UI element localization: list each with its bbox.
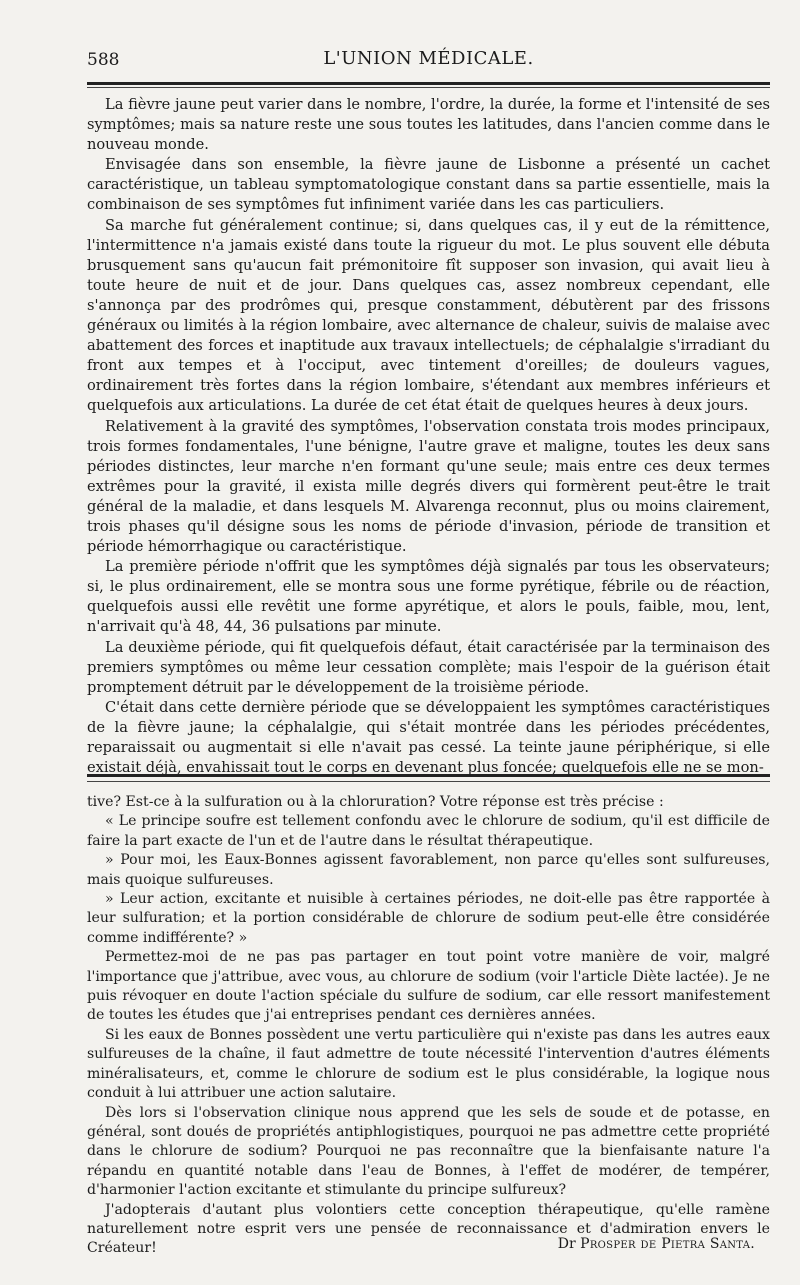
- page-header: [87, 44, 770, 80]
- paragraph: La première période n'offrit que les symptômes déjà signalés par tous les observateurs; si, le plus ordinairement, elle se montra sous une forme pyrétique, fébrile ou de réaction, quelquefois aussi elle revêtit une forme apyrétique, et alors le pouls, faible, mou, lent, n'arrivait qu'à 48, 44, 36 pulsations par minute.: [87, 558, 770, 636]
- signature-name: Prosper de Pietra Santa.: [580, 1236, 755, 1252]
- paragraph: « Le principe soufre est tellement confondu avec le chlorure de sodium, qu'il est difficile de faire la part exacte de l'un et de l'autre dans le résultat thérapeutique.: [87, 813, 770, 849]
- feuilleton-text: [87, 793, 770, 1259]
- paragraph: Permettez-moi de ne pas pas partager en tout point votre manière de voir, malgré l'importance que j'attribue, avec vous, au chlorure de sodium (voir l'article Diète lactée). Je ne puis révoquer en doute l'action spéciale du sulfure de sodium, car elle ressort manifestement de toutes les études que j'ai entreprises pendant ces dernières années.: [87, 949, 770, 1024]
- paragraph: » Leur action, excitante et nuisible à certaines périodes, ne doit-elle pas être rapportée à leur sulfuration; et la portion considérable de chlorure de sodium peut-elle être considérée comme indifférente? »: [87, 891, 770, 946]
- header-rule-thin: [87, 87, 770, 88]
- page-number: 588: [87, 50, 120, 70]
- paragraph: Envisagée dans son ensemble, la fièvre jaune de Lisbonne a présenté un cachet caractéristique, un tableau symptomatologique constant dans sa partie essentielle, mais la combinaison de ses symptômes fut infiniment variée dans les cas particuliers.: [87, 156, 770, 214]
- paragraph: » Pour moi, les Eaux-Bonnes agissent favorablement, non parce qu'elles sont sulfureuses, mais quoique sulfureuses.: [87, 852, 770, 888]
- paragraph: La fièvre jaune peut varier dans le nombre, l'ordre, la durée, la forme et l'intensité de ses symptômes; mais sa nature reste une sous toutes les latitudes, dans l'ancien comme dans le nouveau monde.: [87, 96, 770, 154]
- running-title: L'UNION MÉDICALE.: [323, 48, 534, 69]
- author-signature: [558, 1236, 755, 1252]
- signature-title: Dr: [557, 1236, 576, 1252]
- paragraph: Sa marche fut généralement continue; si, dans quelques cas, il y eut de la rémittence, l'intermittence n'a jamais existé dans toute la rigueur du mot. Le plus souvent elle débuta brusquement sans qu'aucun fait prémonitoire fît supposer son invasion, qui avait lieu à toute heure de nuit et de jour. Dans quelques cas, assez nombreux cependant, elle s'annonça par des prodrômes qui, presque constamment, débutèrent par des frissons généraux ou limités à la région lombaire, avec alternance de chaleur, suivis de malaise avec abattement des forces et inaptitude aux travaux intellectuels; de céphalalgie s'irradiant du front aux tempes et à l'occiput, avec tintement d'oreilles; de douleurs vagues, ordinairement très fortes dans la région lombaire, s'étendant aux membres inférieurs et quelquefois aux articulations. La durée de cet état était de quelques heures à deux jours.: [87, 216, 770, 415]
- paragraph: tive? Est-ce à la sulfuration ou à la chloruration? Votre réponse est très précise :: [87, 794, 664, 810]
- paragraph: J'adopterais d'autant plus volontiers cette conception thérapeutique, qu'elle ramène naturellement notre esprit vers une pensée de reconnaissance et d'admiration envers le Créateur!: [87, 1201, 770, 1257]
- paragraph: Dès lors si l'observation clinique nous apprend que les sels de soude et de potasse, en général, sont doués de propriétés antiphlogistiques, pourquoi ne pas admettre cette propriété dans le chlorure de sodium? Pourquoi ne pas reconnaître que la bienfaisante nature l'a répandu en quantité notable dans l'eau de Bonnes, à l'effet de modérer, de tempérer, d'harmonier l'action excitante et stimulante du principe sulfureux?: [87, 1104, 770, 1199]
- section-divider: [87, 774, 770, 777]
- paragraph: Relativement à la gravité des symptômes, l'observation constata trois modes principaux, trois formes fondamentales, l'une bénigne, l'autre grave et maligne, toutes les deux sans périodes distinctes, leur marche n'en formant qu'une seule; mais entre ces deux termes extrêmes pour la gravité, il exista mille degrés divers qui formèrent peut-être le trait général de la maladie, et dans lesquels M. Alvarenga reconnut, plus ou moins clairement, trois phases qu'il désigne sous les noms de période d'invasion, période de transition et période hémorrhagique ou caractéristique.: [87, 417, 770, 556]
- section-divider-thin: [87, 781, 770, 782]
- paragraph: Si les eaux de Bonnes possèdent une vertu particulière qui n'existe pas dans les autres eaux sulfureuses de la chaîne, il faut admettre de toute nécessité l'intervention d'autres éléments minéralisateurs, et, comme le chlorure de sodium est le plus considérable, la logique nous conduit à lui attribuer une action salutaire.: [87, 1026, 770, 1102]
- paragraph: C'était dans cette dernière période que se développaient les symptômes caractéristiques de la fièvre jaune; la céphalalgie, qui s'était montrée dans les périodes précédentes, reparaissait ou augmentait si elle n'avait pas cessé. La teinte jaune périphérique, si elle existait déjà, envahissait tout le corps en devenant plus foncée; quelquefois elle ne se mon-: [87, 698, 770, 777]
- paragraph: La deuxième période, qui fit quelquefois défaut, était caractérisée par la terminaison des premiers symptômes ou même leur cessation complète; mais l'espoir de la guérison était promptement détruit par le développement de la troisième période.: [87, 638, 770, 696]
- main-text: [87, 95, 770, 778]
- header-rule: [87, 82, 770, 85]
